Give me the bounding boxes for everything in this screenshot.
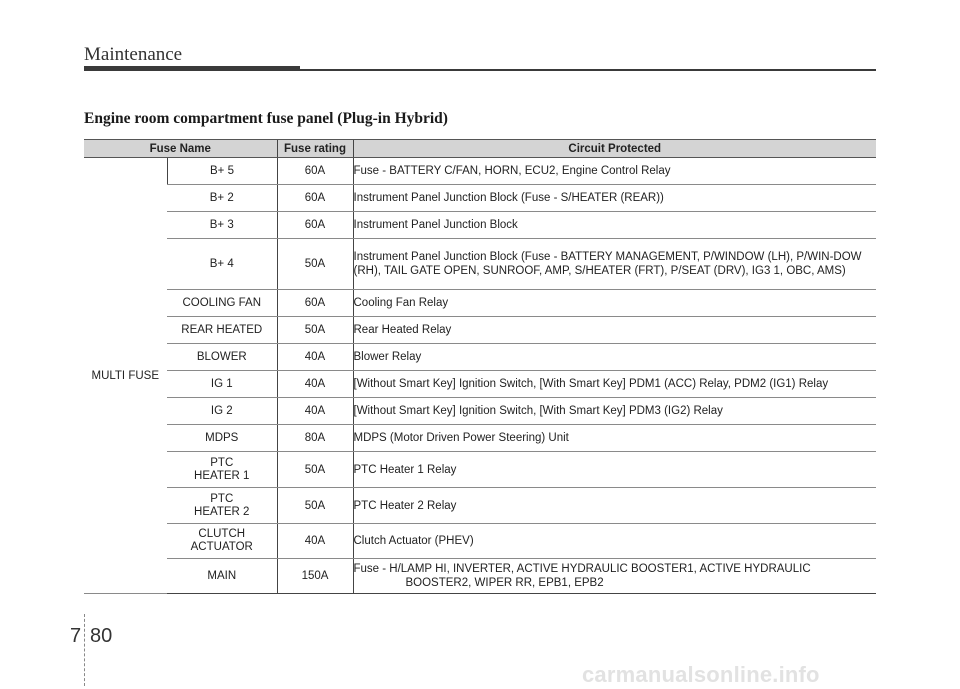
circuit-cell: Blower Relay bbox=[353, 344, 876, 371]
fuse-name-cell: IG 1 bbox=[167, 371, 277, 398]
fuse-rating-cell: 40A bbox=[277, 524, 353, 559]
section-title: Engine room compartment fuse panel (Plug-in Hybrid) bbox=[84, 110, 448, 127]
circuit-cell: PTC Heater 2 Relay bbox=[353, 488, 876, 524]
fuse-name-cell: BLOWER bbox=[167, 344, 277, 371]
circuit-line: Fuse - H/LAMP HI, INVERTER, ACTIVE HYDRAULIC BOOSTER1, ACTIVE HYDRAULIC bbox=[353, 563, 811, 575]
column-header-fuse-name: Fuse Name bbox=[84, 140, 277, 158]
circuit-cell: [Without Smart Key] Ignition Switch, [With Smart Key] PDM3 (IG2) Relay bbox=[353, 398, 876, 425]
fuse-rating-cell: 150A bbox=[277, 559, 353, 594]
fuse-rating-cell: 60A bbox=[277, 185, 353, 212]
fuse-name-line: HEATER 2 bbox=[194, 505, 250, 518]
circuit-cell bbox=[353, 559, 876, 594]
table-row bbox=[84, 317, 876, 344]
table-header-row bbox=[84, 140, 876, 158]
circuit-cell: Clutch Actuator (PHEV) bbox=[353, 524, 876, 559]
fuse-name-cell: IG 2 bbox=[167, 398, 277, 425]
fuse-name-cell: REAR HEATED bbox=[167, 317, 277, 344]
fuse-name-cell: COOLING FAN bbox=[167, 290, 277, 317]
page-number: 80 bbox=[90, 625, 113, 647]
table-row bbox=[84, 559, 876, 594]
table-row bbox=[84, 239, 876, 290]
fuse-name-cell: B+ 3 bbox=[167, 212, 277, 239]
fuse-name-line: PTC bbox=[210, 492, 234, 505]
fuse-name-cell bbox=[167, 524, 277, 559]
fuse-rating-cell: 40A bbox=[277, 344, 353, 371]
chapter-number: 7 bbox=[70, 625, 82, 647]
fuse-rating-cell: 50A bbox=[277, 317, 353, 344]
table-row bbox=[84, 185, 876, 212]
fuse-name-cell: MDPS bbox=[167, 425, 277, 452]
table-row bbox=[84, 212, 876, 239]
fuse-rating-cell: 60A bbox=[277, 212, 353, 239]
table-row bbox=[84, 290, 876, 317]
fuse-rating-cell: 40A bbox=[277, 398, 353, 425]
fuse-rating-cell: 50A bbox=[277, 488, 353, 524]
fuse-name-line: HEATER 1 bbox=[194, 469, 250, 482]
watermark: carmanualsonline.info bbox=[582, 662, 820, 687]
table-row bbox=[84, 488, 876, 524]
page-header-title: Maintenance bbox=[84, 44, 183, 65]
fuse-table bbox=[84, 139, 876, 594]
column-header-circuit-protected: Circuit Protected bbox=[353, 140, 876, 158]
circuit-cell: Fuse - BATTERY C/FAN, HORN, ECU2, Engine Control Relay bbox=[353, 158, 876, 185]
fuse-name-cell: B+ 4 bbox=[167, 239, 277, 290]
table-row bbox=[84, 344, 876, 371]
circuit-cell: Instrument Panel Junction Block bbox=[353, 212, 876, 239]
fuse-name-cell: MAIN bbox=[167, 559, 277, 594]
circuit-cell: MDPS (Motor Driven Power Steering) Unit bbox=[353, 425, 876, 452]
table-row bbox=[84, 158, 876, 185]
fuse-rating-cell: 80A bbox=[277, 425, 353, 452]
column-header-fuse-rating: Fuse rating bbox=[277, 140, 353, 158]
table-row bbox=[84, 371, 876, 398]
fuse-name-cell bbox=[167, 488, 277, 524]
fuse-rating-cell: 60A bbox=[277, 158, 353, 185]
circuit-cell: Instrument Panel Junction Block (Fuse - S/HEATER (REAR)) bbox=[353, 185, 876, 212]
table-row bbox=[84, 425, 876, 452]
circuit-cell: Rear Heated Relay bbox=[353, 317, 876, 344]
table-row bbox=[84, 398, 876, 425]
fuse-name-cell: B+ 5 bbox=[167, 158, 277, 185]
fuse-rating-cell: 40A bbox=[277, 371, 353, 398]
header-rule-thin bbox=[300, 69, 876, 71]
fuse-name-line: CLUTCH bbox=[198, 528, 246, 540]
fuse-rating-cell: 50A bbox=[277, 239, 353, 290]
header-rule-thick bbox=[84, 66, 300, 71]
circuit-line: BOOSTER2, WIPER RR, EPB1, EPB2 bbox=[405, 577, 604, 589]
fuse-name-cell: B+ 2 bbox=[167, 185, 277, 212]
fuse-rating-cell: 60A bbox=[277, 290, 353, 317]
circuit-cell: [Without Smart Key] Ignition Switch, [With Smart Key] PDM1 (ACC) Relay, PDM2 (IG1) Relay bbox=[353, 371, 876, 398]
fuse-name-line: PTC bbox=[210, 456, 234, 469]
fuse-name-line: ACTUATOR bbox=[190, 541, 253, 553]
fuse-rating-cell: 50A bbox=[277, 452, 353, 488]
footer-divider bbox=[84, 614, 85, 686]
circuit-cell: Cooling Fan Relay bbox=[353, 290, 876, 317]
table-row bbox=[84, 452, 876, 488]
fuse-name-cell bbox=[167, 452, 277, 488]
table-row bbox=[84, 524, 876, 559]
circuit-cell: Instrument Panel Junction Block (Fuse - BATTERY MANAGEMENT, P/WINDOW (LH), P/WIN-DOW (RH), TAIL GATE OPEN, SUNROOF, AMP, S/HEATER (FRT), P/SEAT (DRV), IG3 1, OBC, AMS) bbox=[353, 239, 876, 290]
circuit-cell: PTC Heater 1 Relay bbox=[353, 452, 876, 488]
group-label-multi-fuse: MULTI FUSE bbox=[84, 158, 167, 594]
